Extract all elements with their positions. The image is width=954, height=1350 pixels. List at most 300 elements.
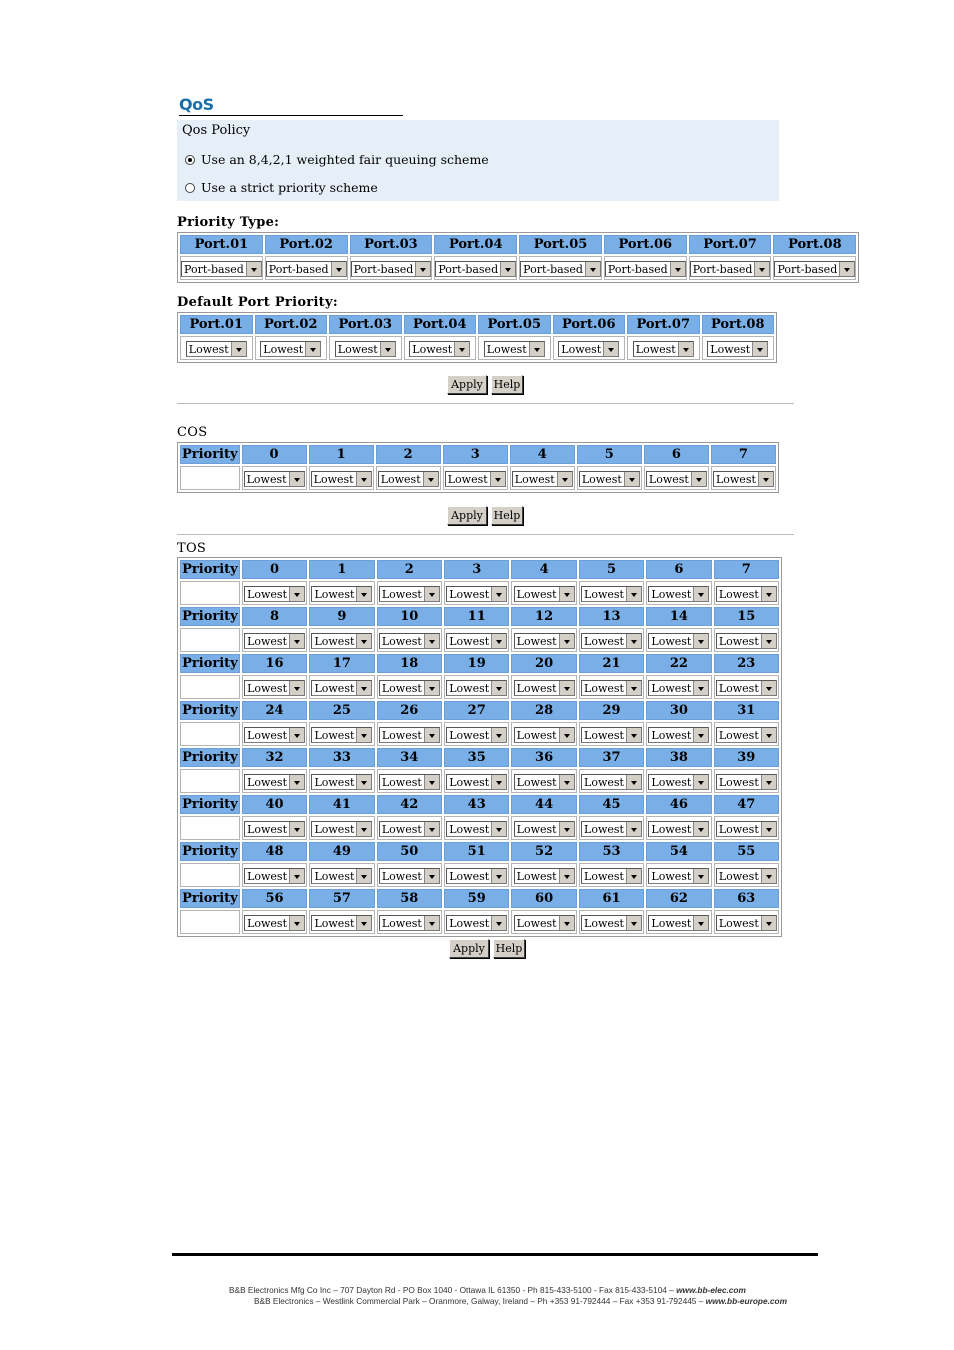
- select-value: Lowest: [314, 776, 355, 789]
- select-cell: [478, 336, 551, 360]
- select-cell: [773, 256, 856, 280]
- chevron-down-icon[interactable]: [761, 634, 776, 648]
- select-cell: [646, 863, 711, 887]
- chevron-down-icon[interactable]: [761, 822, 776, 836]
- chevron-down-icon[interactable]: [626, 681, 641, 695]
- tos-priority-select[interactable]: [311, 915, 372, 931]
- chevron-down-icon[interactable]: [761, 728, 776, 742]
- select-cell: [377, 581, 442, 605]
- tos-priority-select[interactable]: [716, 586, 777, 602]
- chevron-down-icon[interactable]: [424, 869, 439, 883]
- select-value: Lowest: [718, 870, 759, 883]
- tos-priority-select[interactable]: [581, 633, 642, 649]
- select-cell: [579, 581, 644, 605]
- tos-priority-select[interactable]: [244, 868, 305, 884]
- chevron-down-icon[interactable]: [289, 472, 304, 486]
- divider: [177, 534, 794, 535]
- select-value: Lowest: [247, 635, 287, 648]
- select-value: Lowest: [648, 473, 689, 486]
- select-value: Lowest: [516, 635, 557, 648]
- tos-priority-select[interactable]: [244, 633, 305, 649]
- tos-column-header: 58: [377, 889, 442, 908]
- tos-priority-select[interactable]: [514, 633, 575, 649]
- select-cell: [579, 863, 644, 887]
- tos-column-header: 62: [646, 889, 711, 908]
- select-value: Port-based: [184, 263, 244, 276]
- tos-priority-select[interactable]: [311, 633, 372, 649]
- tos-priority-select[interactable]: [244, 774, 305, 790]
- select-value: Port-based: [438, 263, 499, 276]
- chevron-down-icon[interactable]: [305, 342, 320, 356]
- radio-selected-icon[interactable]: [185, 155, 195, 165]
- select-cell: [309, 466, 374, 490]
- select-cell: [604, 256, 687, 280]
- chevron-down-icon[interactable]: [289, 822, 304, 836]
- chevron-down-icon[interactable]: [289, 681, 304, 695]
- select-cell: [377, 675, 442, 699]
- tos-priority-select[interactable]: [648, 680, 709, 696]
- chevron-down-icon[interactable]: [678, 342, 693, 356]
- chevron-down-icon[interactable]: [754, 262, 769, 276]
- select-value: Lowest: [715, 473, 756, 486]
- port-priority-select[interactable]: [260, 341, 321, 357]
- chevron-down-icon[interactable]: [289, 775, 304, 789]
- select-cell: [242, 769, 307, 793]
- tos-priority-select[interactable]: [716, 727, 777, 743]
- select-cell: [377, 863, 442, 887]
- tos-priority-select[interactable]: [311, 774, 372, 790]
- chevron-down-icon[interactable]: [626, 728, 641, 742]
- tos-column-header: 50: [377, 842, 442, 861]
- tos-priority-select[interactable]: [446, 633, 507, 649]
- tos-column-header: 35: [444, 748, 509, 767]
- cos-priority-select[interactable]: [713, 471, 774, 487]
- chevron-down-icon[interactable]: [559, 869, 574, 883]
- chevron-down-icon[interactable]: [557, 472, 572, 486]
- chevron-down-icon[interactable]: [585, 262, 600, 276]
- tos-priority-select[interactable]: [581, 821, 642, 837]
- chevron-down-icon[interactable]: [761, 775, 776, 789]
- cos-priority-select[interactable]: [244, 471, 305, 487]
- select-value: Lowest: [313, 473, 354, 486]
- select-cell: [444, 628, 509, 652]
- select-cell: [444, 863, 509, 887]
- chevron-down-icon[interactable]: [491, 869, 506, 883]
- chevron-down-icon[interactable]: [424, 822, 439, 836]
- policy-option-label: Use a strict priority scheme: [201, 180, 378, 195]
- chevron-down-icon[interactable]: [693, 869, 708, 883]
- chevron-down-icon[interactable]: [289, 587, 304, 601]
- port-priority-select[interactable]: [633, 341, 694, 357]
- chevron-down-icon[interactable]: [246, 262, 261, 276]
- tos-priority-select[interactable]: [311, 821, 372, 837]
- chevron-down-icon[interactable]: [624, 472, 639, 486]
- select-cell: [404, 336, 477, 360]
- chevron-down-icon[interactable]: [761, 587, 776, 601]
- priority-type-select[interactable]: [520, 261, 601, 277]
- chevron-down-icon[interactable]: [670, 262, 685, 276]
- page-title: QoS: [179, 95, 403, 116]
- tos-column-header: 3: [444, 560, 509, 579]
- chevron-down-icon[interactable]: [424, 681, 439, 695]
- chevron-down-icon[interactable]: [289, 728, 304, 742]
- select-cell: [242, 816, 307, 840]
- tos-priority-select[interactable]: [581, 868, 642, 884]
- chevron-down-icon[interactable]: [693, 587, 708, 601]
- chevron-down-icon[interactable]: [693, 775, 708, 789]
- tos-priority-select[interactable]: [514, 821, 575, 837]
- tos-priority-select[interactable]: [446, 868, 507, 884]
- port-header: Port.08: [773, 235, 856, 254]
- chevron-down-icon[interactable]: [626, 634, 641, 648]
- select-cell: [242, 628, 307, 652]
- chevron-down-icon[interactable]: [356, 916, 371, 930]
- chevron-down-icon[interactable]: [356, 634, 371, 648]
- policy-option-strict[interactable]: [185, 180, 378, 195]
- chevron-down-icon[interactable]: [693, 728, 708, 742]
- port-priority-select[interactable]: [409, 341, 470, 357]
- chevron-down-icon[interactable]: [424, 728, 439, 742]
- chevron-down-icon[interactable]: [289, 916, 304, 930]
- chevron-down-icon[interactable]: [491, 775, 506, 789]
- select-cell: [714, 722, 779, 746]
- radio-unselected-icon[interactable]: [185, 183, 195, 193]
- select-cell: [329, 336, 402, 360]
- chevron-down-icon[interactable]: [491, 587, 506, 601]
- select-cell: [646, 769, 711, 793]
- chevron-down-icon[interactable]: [331, 262, 346, 276]
- tos-column-header: 54: [646, 842, 711, 861]
- cos-priority-select[interactable]: [378, 471, 439, 487]
- chevron-down-icon[interactable]: [454, 342, 469, 356]
- tos-column-header: 47: [714, 795, 779, 814]
- tos-priority-select[interactable]: [379, 727, 440, 743]
- default-port-priority-label: Default Port Priority:: [177, 295, 338, 310]
- tos-priority-select[interactable]: [311, 727, 372, 743]
- priority-type-select[interactable]: [181, 261, 262, 277]
- table-row: [180, 889, 779, 908]
- select-value: Lowest: [314, 729, 355, 742]
- priority-row-label: Priority: [180, 795, 240, 814]
- chevron-down-icon[interactable]: [423, 472, 438, 486]
- tos-priority-select[interactable]: [446, 915, 507, 931]
- tos-priority-select[interactable]: [244, 821, 305, 837]
- tos-priority-select[interactable]: [514, 727, 575, 743]
- port-header: Port.06: [604, 235, 687, 254]
- tos-priority-select[interactable]: [648, 915, 709, 931]
- port-priority-select[interactable]: [186, 341, 247, 357]
- port-priority-select[interactable]: [707, 341, 768, 357]
- tos-priority-select[interactable]: [514, 915, 575, 931]
- port-header: Port.02: [255, 315, 328, 334]
- select-value: Lowest: [635, 343, 676, 356]
- chevron-down-icon[interactable]: [356, 587, 371, 601]
- chevron-down-icon[interactable]: [559, 634, 574, 648]
- chevron-down-icon[interactable]: [693, 681, 708, 695]
- tos-priority-select[interactable]: [446, 774, 507, 790]
- blank-cell: [180, 675, 240, 699]
- chevron-down-icon[interactable]: [231, 342, 246, 356]
- tos-priority-select[interactable]: [716, 633, 777, 649]
- tos-column-header: 37: [579, 748, 644, 767]
- cos-priority-select[interactable]: [579, 471, 640, 487]
- chevron-down-icon[interactable]: [626, 916, 641, 930]
- tos-priority-select[interactable]: [716, 774, 777, 790]
- select-value: Lowest: [651, 588, 692, 601]
- port-priority-select[interactable]: [558, 341, 619, 357]
- tos-column-header: 41: [309, 795, 374, 814]
- chevron-down-icon[interactable]: [559, 728, 574, 742]
- chevron-down-icon[interactable]: [529, 342, 544, 356]
- select-cell: [714, 628, 779, 652]
- select-cell: [265, 256, 348, 280]
- table-row: [180, 769, 779, 793]
- chevron-down-icon[interactable]: [424, 634, 439, 648]
- select-cell: [646, 581, 711, 605]
- tos-table: [177, 557, 782, 937]
- chevron-down-icon[interactable]: [626, 822, 641, 836]
- port-header: Port.02: [265, 235, 348, 254]
- tos-column-header: 2: [377, 560, 442, 579]
- tos-priority-select[interactable]: [581, 774, 642, 790]
- chevron-down-icon[interactable]: [356, 822, 371, 836]
- tos-priority-select[interactable]: [379, 586, 440, 602]
- chevron-down-icon[interactable]: [559, 822, 574, 836]
- tos-priority-select[interactable]: [311, 680, 372, 696]
- chevron-down-icon[interactable]: [761, 869, 776, 883]
- select-value: Port-based: [523, 263, 583, 276]
- chevron-down-icon[interactable]: [559, 681, 574, 695]
- cos-apply-button[interactable]: Apply: [447, 506, 487, 525]
- tos-column-header: 36: [511, 748, 576, 767]
- chevron-down-icon[interactable]: [626, 587, 641, 601]
- select-cell: [309, 722, 374, 746]
- select-value: Lowest: [381, 870, 422, 883]
- tos-priority-select[interactable]: [244, 727, 305, 743]
- cos-priority-select[interactable]: [512, 471, 573, 487]
- chevron-down-icon[interactable]: [380, 342, 395, 356]
- tos-apply-button[interactable]: Apply: [449, 939, 489, 958]
- tos-priority-select[interactable]: [244, 586, 305, 602]
- tos-priority-select[interactable]: [446, 586, 507, 602]
- tos-column-header: 43: [444, 795, 509, 814]
- select-cell: [646, 722, 711, 746]
- priority-type-select[interactable]: [266, 261, 347, 277]
- chevron-down-icon[interactable]: [356, 681, 371, 695]
- qos-policy-heading: Qos Policy: [182, 123, 251, 138]
- tos-priority-select[interactable]: [311, 868, 372, 884]
- tos-priority-select[interactable]: [379, 774, 440, 790]
- chevron-down-icon[interactable]: [491, 822, 506, 836]
- select-value: Lowest: [247, 870, 287, 883]
- chevron-down-icon[interactable]: [559, 587, 574, 601]
- priority-type-select[interactable]: [605, 261, 686, 277]
- tos-priority-select[interactable]: [648, 727, 709, 743]
- chevron-down-icon[interactable]: [752, 342, 767, 356]
- tos-priority-select[interactable]: [648, 868, 709, 884]
- port-priority-select[interactable]: [335, 341, 396, 357]
- chevron-down-icon[interactable]: [415, 262, 430, 276]
- select-cell: [242, 910, 307, 934]
- chevron-down-icon[interactable]: [626, 775, 641, 789]
- tos-column-header: 53: [579, 842, 644, 861]
- select-value: Lowest: [584, 682, 624, 695]
- tos-priority-select[interactable]: [379, 868, 440, 884]
- tos-column-header: 52: [511, 842, 576, 861]
- footer-rule: [172, 1253, 818, 1256]
- tos-priority-select[interactable]: [514, 586, 575, 602]
- chevron-down-icon[interactable]: [424, 775, 439, 789]
- tos-priority-select[interactable]: [648, 633, 709, 649]
- tos-priority-select[interactable]: [311, 586, 372, 602]
- tos-priority-select[interactable]: [716, 821, 777, 837]
- chevron-down-icon[interactable]: [289, 634, 304, 648]
- tos-priority-select[interactable]: [514, 774, 575, 790]
- tos-priority-select[interactable]: [446, 680, 507, 696]
- chevron-down-icon[interactable]: [491, 681, 506, 695]
- select-cell: [180, 256, 263, 280]
- tos-priority-select[interactable]: [581, 586, 642, 602]
- chevron-down-icon[interactable]: [693, 822, 708, 836]
- blank-cell: [180, 863, 240, 887]
- chevron-down-icon[interactable]: [761, 916, 776, 930]
- chevron-down-icon[interactable]: [491, 916, 506, 930]
- chevron-down-icon[interactable]: [356, 472, 371, 486]
- select-cell: [444, 769, 509, 793]
- select-cell: [714, 816, 779, 840]
- priority-type-select[interactable]: [774, 261, 855, 277]
- tos-column-header: 14: [646, 607, 711, 626]
- select-cell: [511, 675, 576, 699]
- tos-priority-select[interactable]: [514, 680, 575, 696]
- policy-option-wfq[interactable]: [185, 152, 489, 167]
- chevron-down-icon[interactable]: [693, 634, 708, 648]
- chevron-down-icon[interactable]: [626, 869, 641, 883]
- cos-column-header: 3: [443, 445, 508, 464]
- port-header: Port.07: [689, 235, 772, 254]
- priority-row-label: Priority: [180, 654, 240, 673]
- chevron-down-icon[interactable]: [691, 472, 706, 486]
- tos-priority-select[interactable]: [716, 915, 777, 931]
- tos-column-header: 5: [579, 560, 644, 579]
- select-value: Lowest: [381, 729, 422, 742]
- tos-priority-select[interactable]: [379, 821, 440, 837]
- help-button[interactable]: Help: [491, 375, 523, 394]
- select-cell: [689, 256, 772, 280]
- select-cell: [579, 722, 644, 746]
- chevron-down-icon[interactable]: [356, 728, 371, 742]
- chevron-down-icon[interactable]: [289, 869, 304, 883]
- tos-priority-select[interactable]: [648, 586, 709, 602]
- select-cell: [377, 722, 442, 746]
- select-value: Lowest: [188, 343, 229, 356]
- apply-button[interactable]: Apply: [447, 375, 487, 394]
- tos-column-header: 44: [511, 795, 576, 814]
- tos-priority-select[interactable]: [446, 821, 507, 837]
- tos-column-header: 16: [242, 654, 307, 673]
- chevron-down-icon[interactable]: [424, 916, 439, 930]
- policy-option-label: Use an 8,4,2,1 weighted fair queuing scheme: [201, 152, 489, 167]
- tos-column-header: 57: [309, 889, 374, 908]
- tos-priority-select[interactable]: [581, 915, 642, 931]
- tos-priority-select[interactable]: [379, 680, 440, 696]
- tos-column-header: 34: [377, 748, 442, 767]
- tos-column-header: 32: [242, 748, 307, 767]
- select-cell: [511, 910, 576, 934]
- priority-row-label: Priority: [180, 607, 240, 626]
- port-header: Port.05: [478, 315, 551, 334]
- port-priority-select[interactable]: [484, 341, 545, 357]
- chevron-down-icon[interactable]: [693, 916, 708, 930]
- select-value: Lowest: [514, 473, 555, 486]
- chevron-down-icon[interactable]: [559, 916, 574, 930]
- tos-column-header: 12: [511, 607, 576, 626]
- tos-priority-select[interactable]: [648, 821, 709, 837]
- tos-priority-select[interactable]: [379, 633, 440, 649]
- select-value: Lowest: [516, 588, 557, 601]
- select-value: Lowest: [486, 343, 527, 356]
- tos-priority-select[interactable]: [446, 727, 507, 743]
- tos-priority-select[interactable]: [648, 774, 709, 790]
- select-cell: [627, 336, 700, 360]
- tos-column-header: 49: [309, 842, 374, 861]
- chevron-down-icon[interactable]: [559, 775, 574, 789]
- select-cell: [577, 466, 642, 490]
- priority-type-table: [177, 232, 859, 283]
- tos-column-header: 26: [377, 701, 442, 720]
- cos-priority-select[interactable]: [445, 471, 506, 487]
- select-value: Lowest: [314, 682, 355, 695]
- chevron-down-icon[interactable]: [490, 472, 505, 486]
- port-header: Port.01: [180, 235, 263, 254]
- chevron-down-icon[interactable]: [424, 587, 439, 601]
- tos-priority-select[interactable]: [514, 868, 575, 884]
- chevron-down-icon[interactable]: [839, 262, 854, 276]
- select-cell: [180, 336, 253, 360]
- chevron-down-icon[interactable]: [603, 342, 618, 356]
- cos-priority-select[interactable]: [311, 471, 372, 487]
- priority-type-select[interactable]: [351, 261, 432, 277]
- chevron-down-icon[interactable]: [356, 775, 371, 789]
- tos-priority-select[interactable]: [244, 680, 305, 696]
- tos-priority-select[interactable]: [379, 915, 440, 931]
- tos-priority-select[interactable]: [581, 727, 642, 743]
- cos-priority-select[interactable]: [646, 471, 707, 487]
- select-cell: [711, 466, 776, 490]
- select-cell: [511, 581, 576, 605]
- table-row: [180, 816, 779, 840]
- chevron-down-icon[interactable]: [758, 472, 773, 486]
- tos-priority-select[interactable]: [716, 680, 777, 696]
- chevron-down-icon[interactable]: [761, 681, 776, 695]
- table-row: [180, 628, 779, 652]
- priority-type-select[interactable]: [690, 261, 771, 277]
- cos-help-button[interactable]: Help: [491, 506, 523, 525]
- tos-priority-select[interactable]: [581, 680, 642, 696]
- priority-type-select[interactable]: [435, 261, 516, 277]
- tos-column-header: 24: [242, 701, 307, 720]
- tos-help-button[interactable]: Help: [493, 939, 525, 958]
- priority-row-label: Priority: [180, 842, 240, 861]
- priority-row-label: Priority: [180, 748, 240, 767]
- select-value: Lowest: [449, 870, 490, 883]
- chevron-down-icon[interactable]: [356, 869, 371, 883]
- chevron-down-icon[interactable]: [500, 262, 515, 276]
- chevron-down-icon[interactable]: [491, 728, 506, 742]
- tos-priority-select[interactable]: [716, 868, 777, 884]
- chevron-down-icon[interactable]: [491, 634, 506, 648]
- tos-priority-select[interactable]: [244, 915, 305, 931]
